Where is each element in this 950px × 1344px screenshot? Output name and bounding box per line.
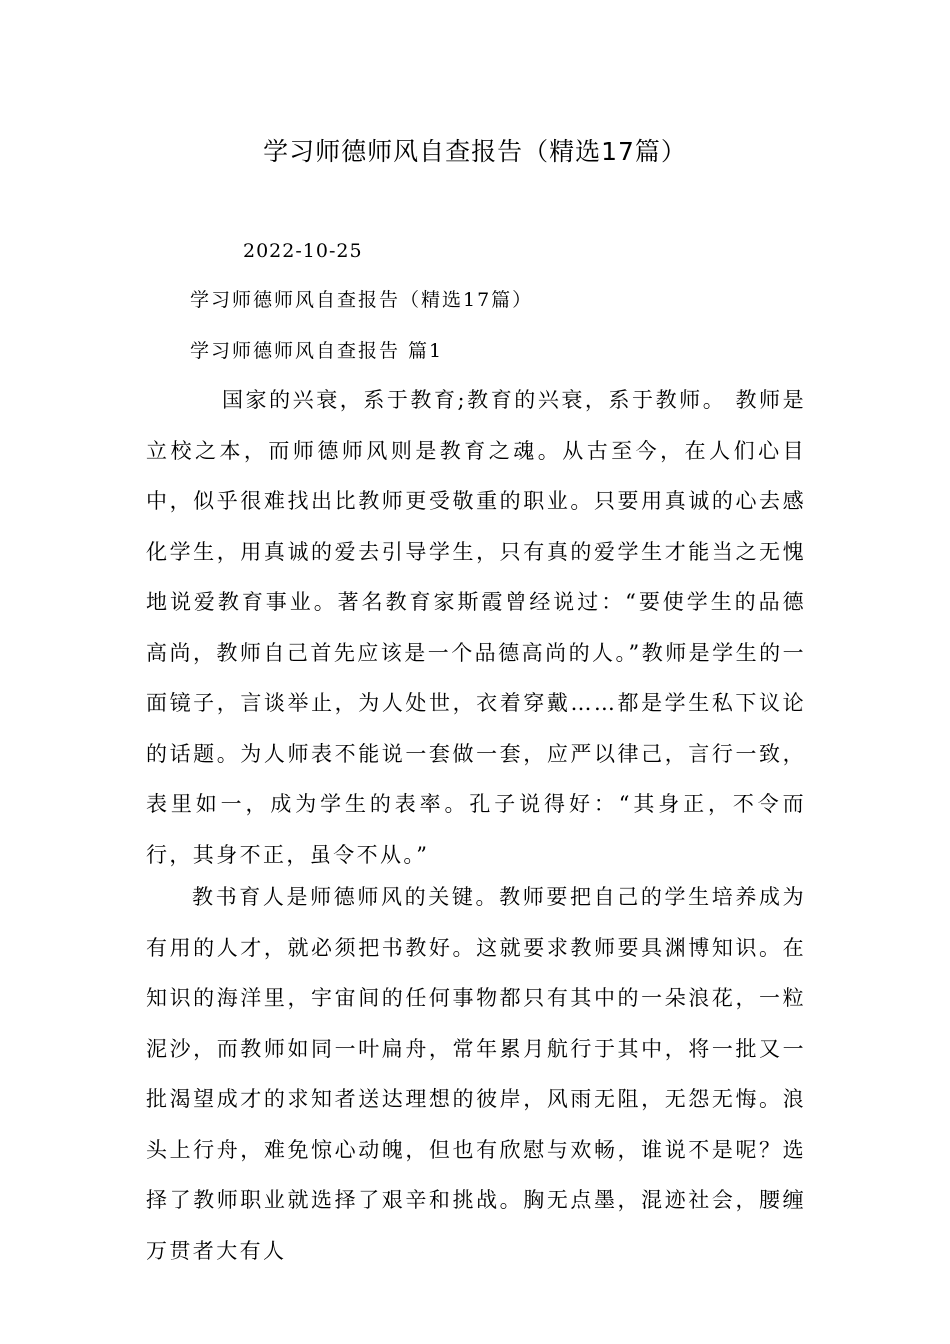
document-subtitle: 学习师德师风自查报告（精选17篇）: [190, 289, 534, 311]
document-title: 学习师德师风自查报告（精选17篇）: [263, 137, 687, 166]
body-paragraph-2: 教书育人是师德师风的关键。教师要把自己的学生培养成为有用的人才，就必须把书教好。这就要求教师要具渊博知识。在知识的海洋里，宇宙间的任何事物都只有其中的一朵浪花，一粒泥沙，而教师如同一叶扁舟，常年累月航行于其中，将一批又一批渴望成才的求知者送达理想的彼岸，风雨无阻，无怨无悔。浪头上行舟，难免惊心动魄，但也有欣慰与欢畅，谁说不是呢？选择了教师职业就选择了艰辛和挑战。胸无点墨，混迹社会，腰缠万贯者大有人: [146, 885, 806, 1263]
section-heading: 学习师德师风自查报告 篇1: [190, 340, 444, 362]
body-paragraph-1: 国家的兴衰，系于教育;教育的兴衰，系于教师。 教师是立校之本，而师德师风则是教育之魂。从古至今，在人们心目中，似乎很难找出比教师更受敬重的职业。只要用真诚的心去感化学生，用真诚的爱去引导学生，只有真的爱学生才能当之无愧地说爱教育事业。著名教育家斯霞曾经说过：“要使学生的品德高尚，教师自己首先应该是一个品德高尚的人。”教师是学生的一面镜子，言谈举止，为人处世，衣着穿戴……都是学生私下议论的话题。为人师表不能说一套做一套，应严以律己，言行一致，表里如一，成为学生的表率。孔子说得好：“其身正，不令而行，其身不正，虽令不从。”: [146, 388, 806, 867]
publish-date: 2022-10-25: [243, 240, 363, 262]
